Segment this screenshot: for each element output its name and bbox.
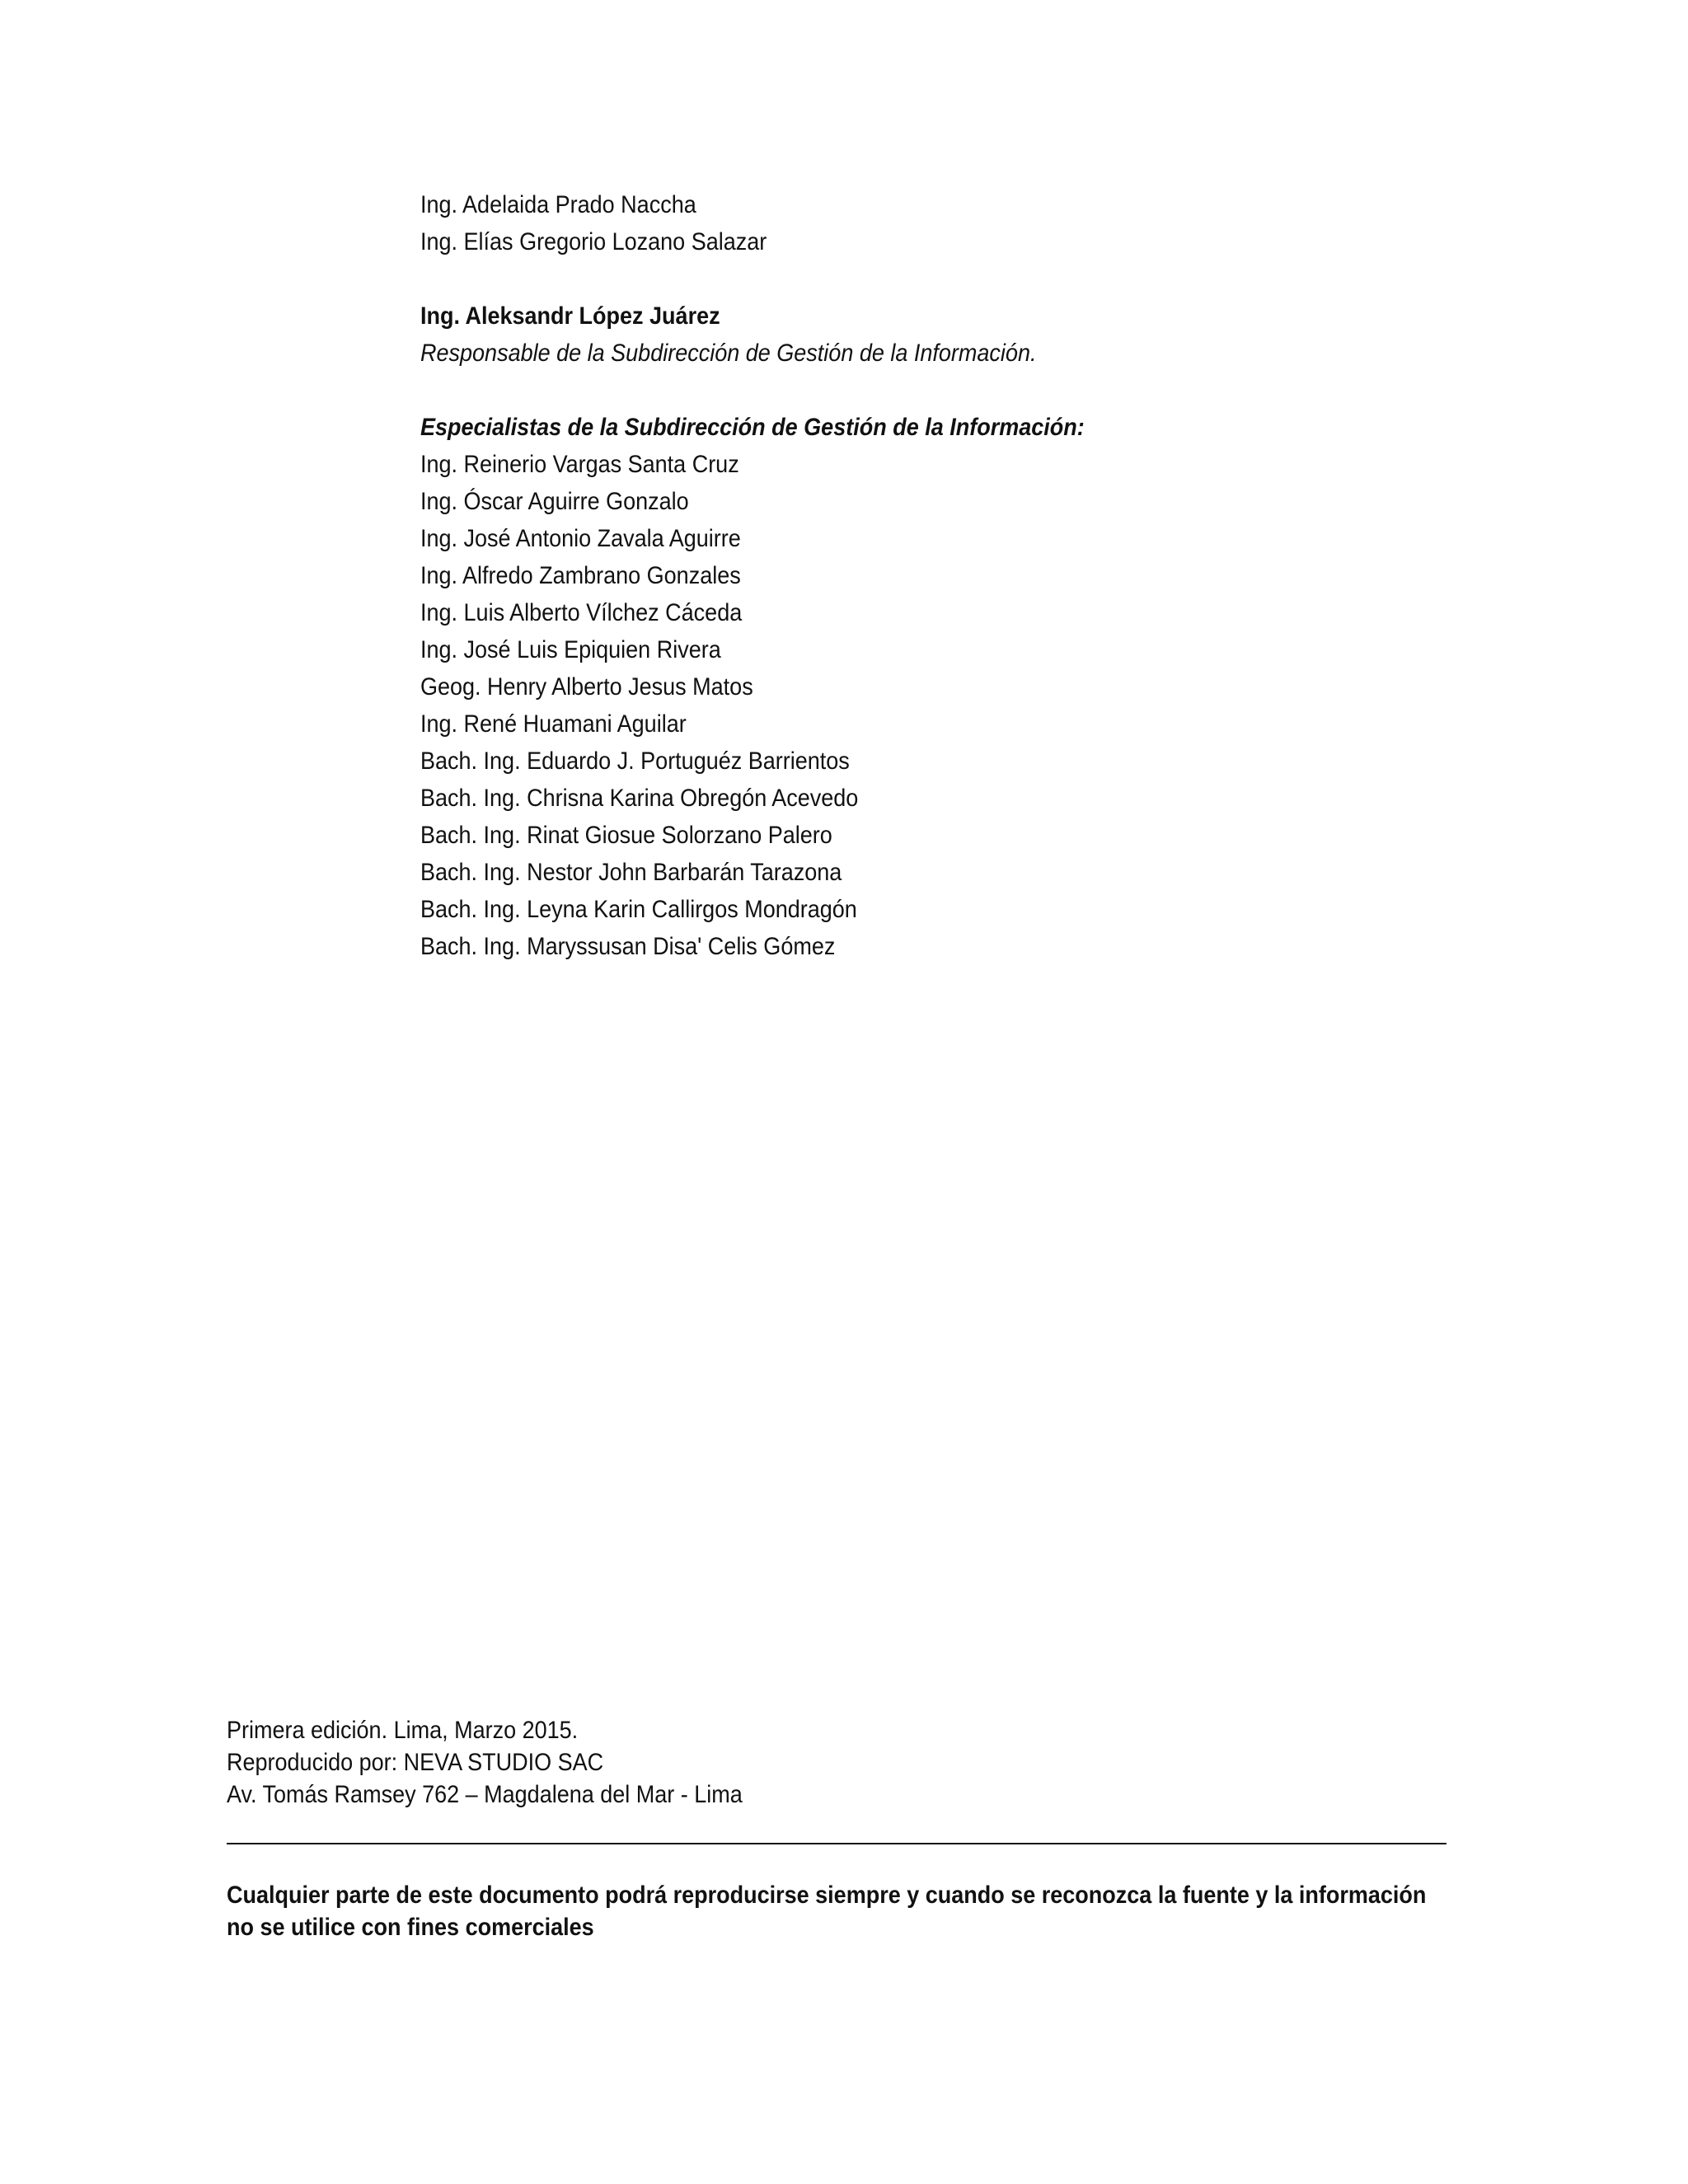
- divider: [227, 1843, 1447, 1844]
- specialist-name: Bach. Ing. Chrisna Karina Obregón Acevedo: [420, 785, 859, 812]
- specialist-name: Bach. Ing. Maryssusan Disa' Celis Gómez: [420, 933, 836, 960]
- publisher-line: Reproducido por: NEVA STUDIO SAC: [227, 1749, 604, 1776]
- specialists-heading: Especialistas de la Subdirección de Gestión de la Información:: [420, 414, 1085, 441]
- specialist-name: Ing. José Antonio Zavala Aguirre: [420, 525, 741, 552]
- specialist-name: Bach. Ing. Nestor John Barbarán Tarazona: [420, 859, 842, 886]
- credits-block: [420, 186, 1459, 965]
- credit-name: Ing. Adelaida Prado Naccha: [420, 191, 696, 218]
- specialist-name: Bach. Ing. Rinat Giosue Solorzano Palero: [420, 822, 832, 849]
- specialist-name: Bach. Ing. Eduardo J. Portuguéz Barrientos: [420, 748, 850, 775]
- edition-info: [227, 1714, 1339, 1811]
- spacer: [420, 372, 1459, 409]
- credit-name: Ing. Elías Gregorio Lozano Salazar: [420, 228, 767, 255]
- reproduction-notice: [227, 1879, 1458, 1943]
- spacer: [420, 260, 1459, 298]
- head-role: Responsable de la Subdirección de Gestión de la Información.: [420, 340, 1037, 367]
- specialist-name: Ing. René Huamani Aguilar: [420, 710, 687, 738]
- notice-line: Cualquier parte de este documento podrá reproducirse siempre y cuando se reconozca la fuente y la información: [227, 1882, 1427, 1909]
- specialist-name: Bach. Ing. Leyna Karin Callirgos Mondragón: [420, 896, 857, 923]
- edition-line: Primera edición. Lima, Marzo 2015.: [227, 1717, 579, 1744]
- specialist-name: Ing. Óscar Aguirre Gonzalo: [420, 488, 689, 515]
- address-line: Av. Tomás Ramsey 762 – Magdalena del Mar - Lima: [227, 1781, 743, 1808]
- head-name: Ing. Aleksandr López Juárez: [420, 302, 720, 330]
- specialist-name: Geog. Henry Alberto Jesus Matos: [420, 673, 753, 701]
- specialist-name: Ing. Alfredo Zambrano Gonzales: [420, 562, 741, 589]
- specialist-name: Ing. Reinerio Vargas Santa Cruz: [420, 451, 739, 478]
- specialist-name: Ing. Luis Alberto Vílchez Cáceda: [420, 599, 743, 626]
- notice-line: no se utilice con fines comerciales: [227, 1914, 594, 1941]
- specialist-name: Ing. José Luis Epiquien Rivera: [420, 636, 721, 663]
